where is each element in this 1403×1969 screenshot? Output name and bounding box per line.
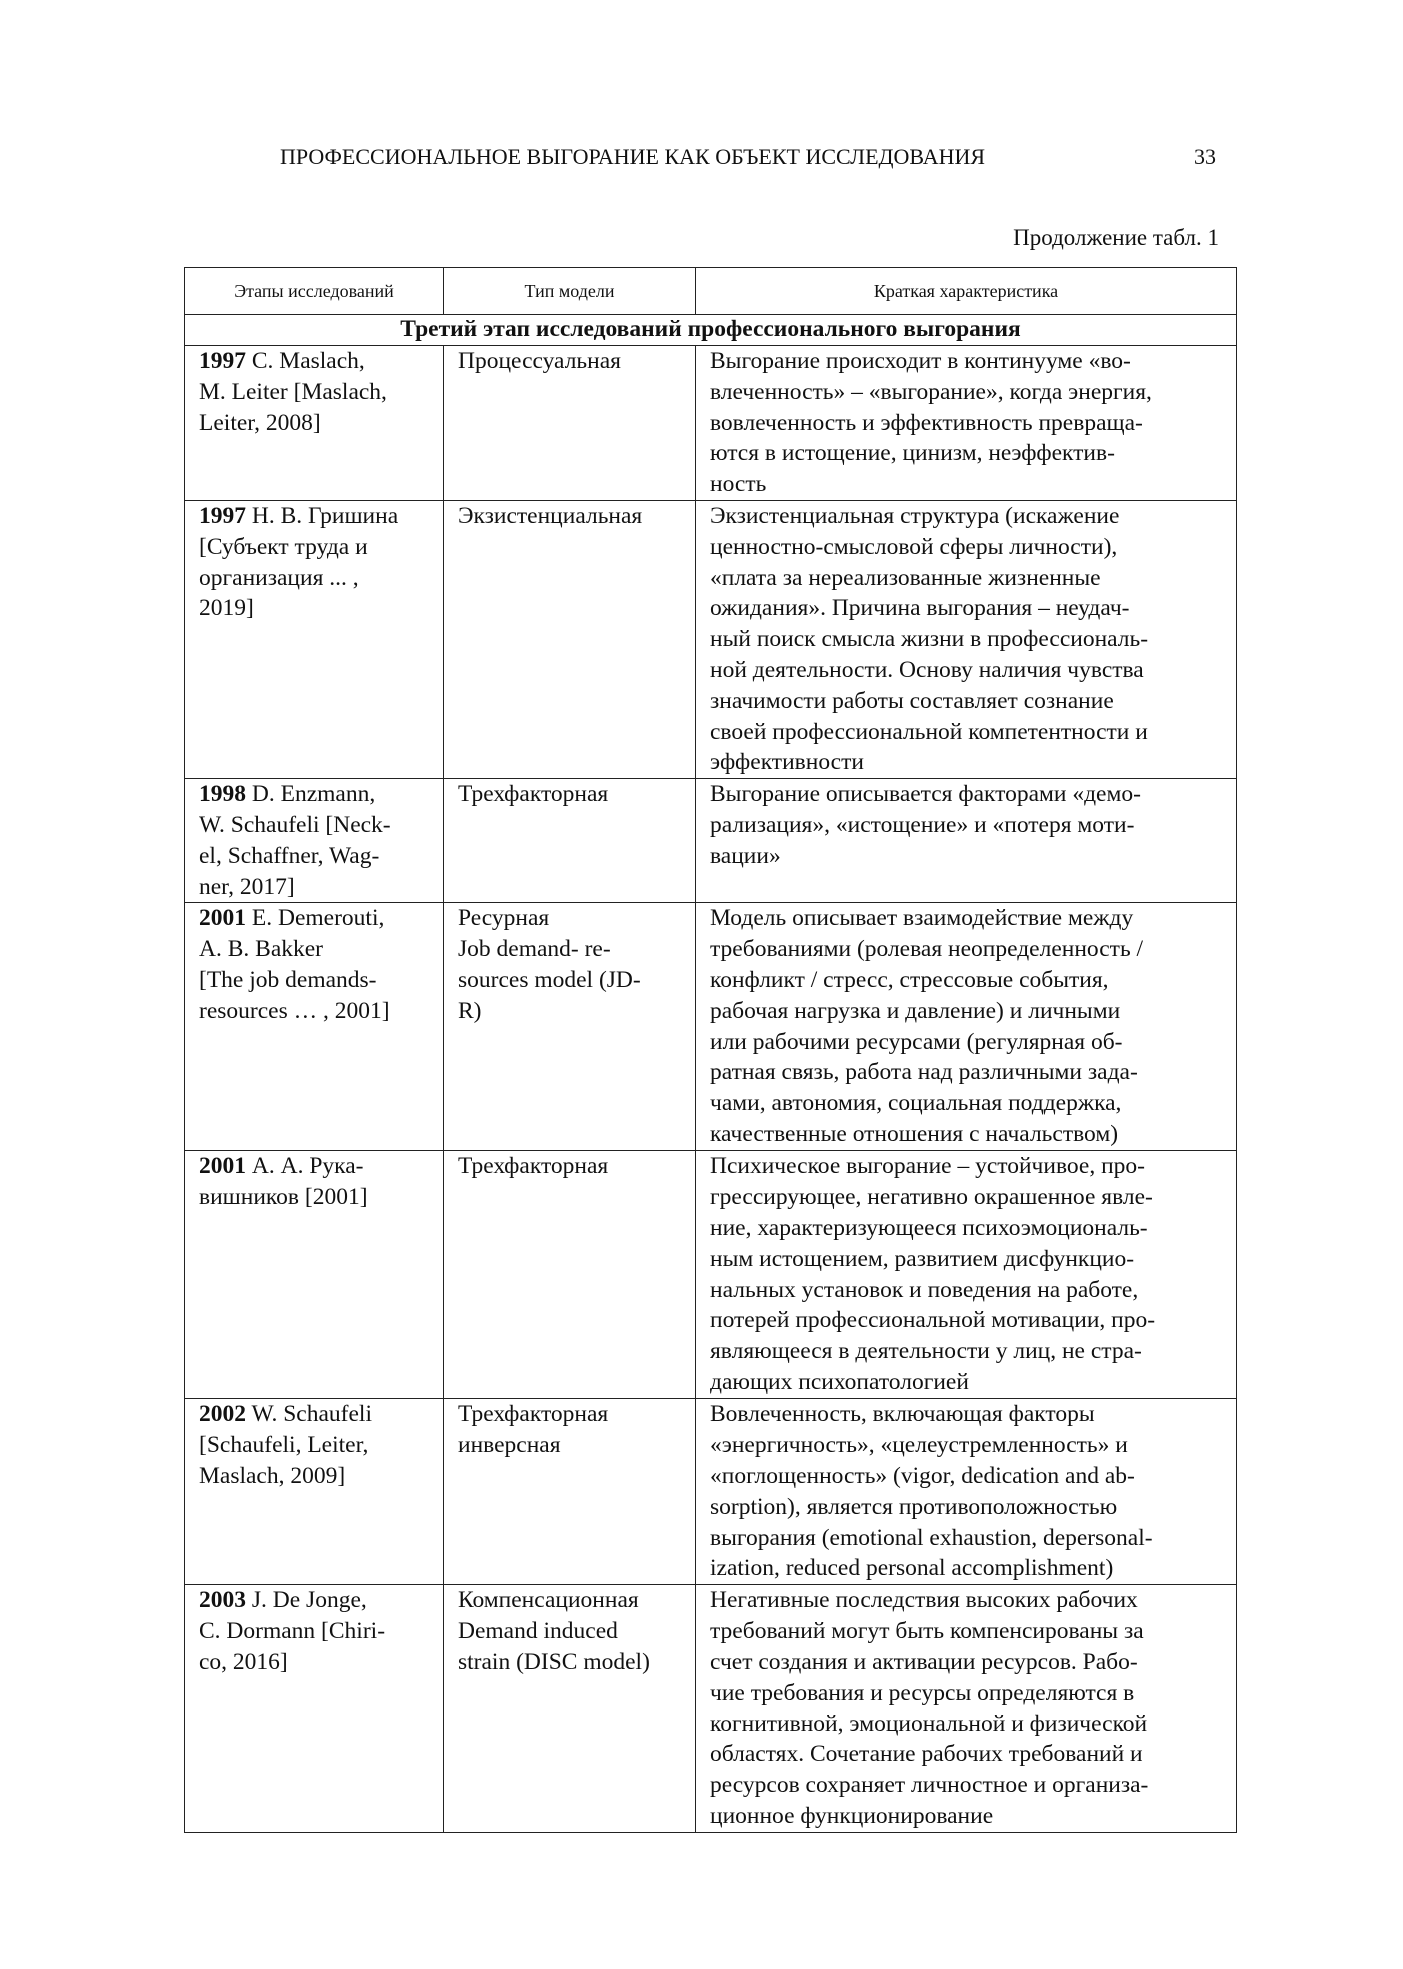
model-type-cell [444, 1151, 696, 1399]
description-line: «поглощенность» (vigor, dedication and ab- [710, 1462, 1135, 1489]
description-line: Экзистенциальная структура (искажение [710, 503, 1120, 529]
source-line [199, 779, 433, 810]
model-type-line: Job demand- re- [458, 936, 611, 963]
description-line: sorption), является противоположностью [710, 1493, 1118, 1520]
table-row [185, 1399, 1237, 1585]
description-line: ценностно-смысловой сферы личности), [710, 533, 1118, 560]
model-type-line: strain (DISC model) [458, 1648, 650, 1675]
stage-cell [185, 501, 444, 779]
page-number: 33 [1194, 144, 1216, 169]
model-type-cell [444, 501, 696, 779]
stage-cell [185, 1585, 444, 1833]
stage-cell [185, 346, 444, 501]
year: 2001 [199, 1153, 246, 1180]
source-line: A. B. Bakker [199, 936, 324, 963]
description-line: ются в истощение, цинизм, неэффектив- [710, 440, 1115, 467]
table-row [185, 1585, 1237, 1833]
model-type-line: инверсная [458, 1432, 561, 1459]
description-cell [696, 779, 1237, 903]
source-line: C. Dormann [Chiri- [199, 1618, 386, 1645]
year: 1997 [199, 348, 246, 374]
year: 2003 [199, 1587, 246, 1614]
table-continuation-label: Продолжение табл. 1 [1013, 225, 1219, 250]
description-line: вации» [710, 842, 781, 869]
source-line: resources … , 2001] [199, 997, 390, 1024]
description-line: требований могут быть компенсированы за [710, 1618, 1144, 1645]
description-cell [696, 903, 1237, 1151]
year: 1997 [199, 503, 246, 529]
source-line: Leiter, 2008] [199, 409, 321, 436]
description-line: ратная связь, работа над различными зада- [710, 1059, 1138, 1086]
description-line: чами, автономия, социальная поддержка, [710, 1090, 1122, 1117]
description-cell [696, 1585, 1237, 1833]
description-line: «плата за нереализованные жизненные [710, 564, 1101, 591]
research-stages-table [184, 267, 1237, 1833]
source-text: А. А. Рука- [246, 1153, 364, 1180]
description-line: Негативные последствия высоких рабочих [710, 1587, 1138, 1614]
description-line: областях. Сочетание рабочих требований и [710, 1741, 1143, 1768]
table-row [185, 779, 1237, 903]
description-line: своей профессиональной компетентности и [710, 718, 1148, 745]
stage-cell [185, 903, 444, 1151]
source-line: W. Schaufeli [Neck- [199, 811, 391, 838]
table-row [185, 346, 1237, 501]
table-row [185, 501, 1237, 779]
description-line: или рабочими ресурсами (регулярная об- [710, 1028, 1123, 1055]
source-line: [Субъект труда и [199, 533, 368, 560]
source-line [199, 1151, 433, 1182]
running-title: ПРОФЕССИОНАЛЬНОЕ ВЫГОРАНИЕ КАК ОБЪЕКТ ИССЛЕДОВАНИЯ [280, 144, 986, 169]
source-text: Н. В. Гришина [246, 503, 399, 529]
description-line: ние, характеризующееся психоэмоциональ- [710, 1214, 1148, 1241]
source-text: D. Enzmann, [246, 781, 376, 808]
description-line: ресурсов сохраняет личностное и организа- [710, 1772, 1149, 1799]
description-line: Выгорание описывается факторами «демо- [710, 781, 1141, 808]
model-type-line: Экзистенциальная [458, 503, 643, 529]
source-line: организация ... , [199, 564, 359, 591]
description-line: качественные отношения с начальством) [710, 1120, 1119, 1147]
year: 2001 [199, 905, 246, 932]
source-line: вишников [2001] [199, 1184, 368, 1211]
model-type-line: Трехфакторная [458, 781, 609, 808]
description-line: значимости работы составляет сознание [710, 687, 1114, 714]
model-type-line: Процессуальная [458, 348, 621, 374]
source-text: W. Schaufeli [246, 1401, 372, 1428]
description-line: рабочая нагрузка и давление) и личными [710, 997, 1121, 1024]
source-line [199, 903, 433, 934]
source-line: M. Leiter [Maslach, [199, 378, 387, 405]
section-row [185, 315, 1237, 346]
column-header: Этапы исследований [185, 268, 444, 315]
source-text: C. Maslach, [246, 348, 365, 374]
model-type-line: Трехфакторная [458, 1153, 609, 1180]
description-line: ной деятельности. Основу наличия чувства [710, 656, 1144, 683]
source-line [199, 1585, 433, 1616]
description-line: эффективности [710, 749, 864, 776]
description-line: ность [710, 471, 767, 498]
source-line: co, 2016] [199, 1648, 288, 1675]
description-cell [696, 1399, 1237, 1585]
description-line: счет создания и активации ресурсов. Рабо- [710, 1648, 1138, 1675]
model-type-line: R) [458, 997, 482, 1024]
description-cell [696, 1151, 1237, 1399]
description-line: вовлеченность и эффективность превраща- [710, 409, 1143, 436]
description-cell [696, 346, 1237, 501]
description-line: влеченность» – «выгорание», когда энергия, [710, 378, 1152, 405]
model-type-cell [444, 1585, 696, 1833]
source-text: E. Demerouti, [246, 905, 385, 932]
description-line: ный поиск смысла жизни в профессиональ- [710, 626, 1149, 653]
description-line: ционное функционирование [710, 1802, 994, 1829]
model-type-line: Ресурная [458, 905, 550, 932]
section-title: Третий этап исследований профессионального выгорания [185, 315, 1237, 346]
description-line: ожидания». Причина выгорания – неудач- [710, 595, 1130, 622]
source-line: 2019] [199, 595, 254, 622]
table-header-row [185, 268, 1237, 315]
year: 1998 [199, 781, 246, 808]
model-type-cell [444, 903, 696, 1151]
description-line: ization, reduced personal accomplishment) [710, 1555, 1114, 1582]
source-line: [Schaufeli, Leiter, [199, 1432, 369, 1459]
description-line: нальных установок и поведения на работе, [710, 1276, 1139, 1303]
description-line: являющееся в деятельности у лиц, не стра- [710, 1338, 1142, 1365]
model-type-line: Компенсационная [458, 1587, 639, 1614]
source-line [199, 346, 433, 377]
source-line [199, 501, 433, 532]
description-line: требованиями (ролевая неопределенность / [710, 936, 1144, 963]
source-line: [The job demands- [199, 966, 377, 993]
description-line: конфликт / стресс, стрессовые события, [710, 966, 1109, 993]
description-line: грессирующее, негативно окрашенное явле- [710, 1184, 1153, 1211]
description-line: «энергичность», «целеустремленность» и [710, 1432, 1128, 1459]
year: 2002 [199, 1401, 246, 1428]
description-line: чие требования и ресурсы определяются в [710, 1679, 1135, 1706]
description-line: ным истощением, развитием дисфункцио- [710, 1245, 1135, 1272]
description-line: потерей профессиональной мотивации, про- [710, 1307, 1156, 1334]
table-row [185, 903, 1237, 1151]
stage-cell [185, 779, 444, 903]
description-line: дающих психопатологией [710, 1368, 969, 1395]
description-line: Психическое выгорание – устойчивое, про- [710, 1153, 1146, 1180]
description-line: рализация», «истощение» и «потеря моти- [710, 811, 1135, 838]
model-type-line: Трехфакторная [458, 1401, 609, 1428]
source-line [199, 1399, 433, 1430]
source-line: el, Schaffner, Wag- [199, 842, 380, 869]
description-line: Выгорание происходит в континууме «во- [710, 348, 1131, 374]
table-row [185, 1151, 1237, 1399]
model-type-cell [444, 346, 696, 501]
model-type-line: Demand induced [458, 1618, 618, 1645]
model-type-cell [444, 779, 696, 903]
source-text: J. De Jonge, [246, 1587, 367, 1614]
stage-cell [185, 1399, 444, 1585]
column-header: Тип модели [444, 268, 696, 315]
description-cell [696, 501, 1237, 779]
description-line: Вовлеченность, включающая факторы [710, 1401, 1095, 1428]
model-type-cell [444, 1399, 696, 1585]
description-line: когнитивной, эмоциональной и физической [710, 1710, 1148, 1737]
description-line: выгорания (emotional exhaustion, depersonal- [710, 1524, 1153, 1551]
stage-cell [185, 1151, 444, 1399]
description-line: Модель описывает взаимодействие между [710, 905, 1134, 932]
source-line: Maslach, 2009] [199, 1462, 346, 1489]
column-header: Краткая характеристика [696, 268, 1237, 315]
source-line: ner, 2017] [199, 873, 295, 900]
model-type-line: sources model (JD- [458, 966, 641, 993]
